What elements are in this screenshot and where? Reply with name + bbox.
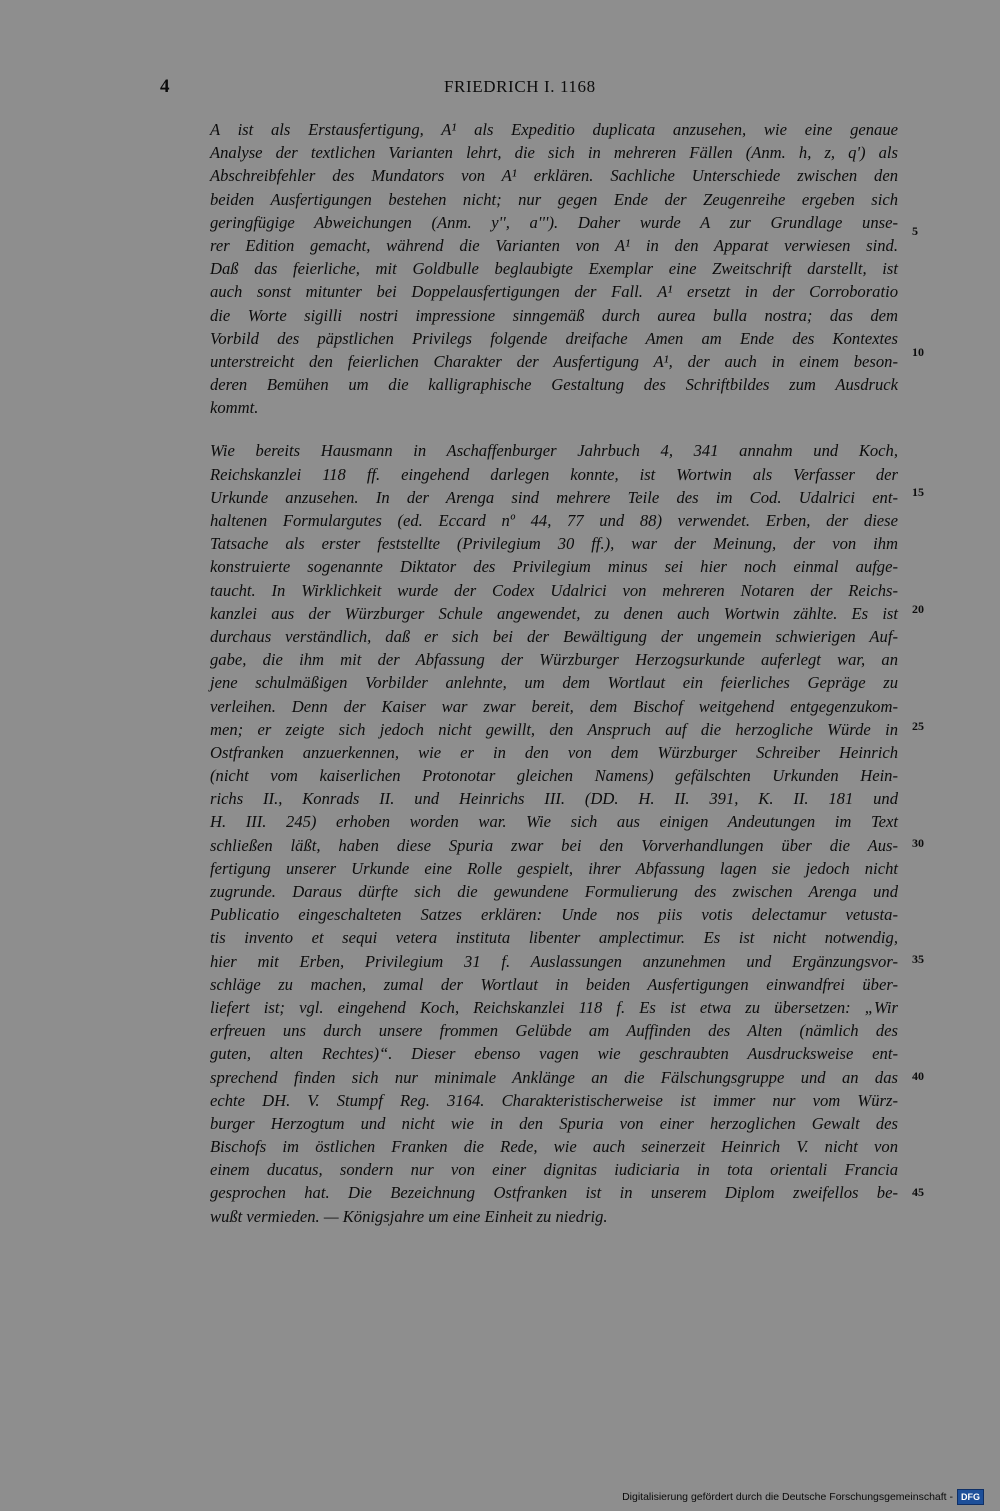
text-line: geringfügige Abweichungen (Anm. y'', a'''). Daher wurde A zur Grundlage unse- xyxy=(210,212,898,232)
text-line: deren Bemühen um die kalligraphische Gestaltung des Schriftbildes zum Ausdruck xyxy=(210,375,898,395)
line-number-10: 10 xyxy=(912,345,924,359)
text-line: hier mit Erben, Privilegium 31 f. Auslassungen anzunehmen und Ergänzungsvor- xyxy=(210,951,898,971)
running-head: FRIEDRICH I. 1168 xyxy=(444,77,596,96)
text-line: sprechend finden sich nur minimale Anklänge an die Fälschungsgruppe und an das xyxy=(210,1067,898,1087)
line-number-30: 30 xyxy=(912,836,924,850)
text-line: verleihen. Denn der Kaiser war zwar bereit, dem Bischof weitgehend entgegenzukom- xyxy=(210,696,898,716)
text-line: schließen läßt, haben diese Spuria zwar bei den Vorverhandlungen über die Aus- xyxy=(210,835,898,855)
line-number-35: 35 xyxy=(912,952,924,966)
text-line: unterstreicht den feierlichen Charakter der Ausfertigung A¹, der auch in einem beson- xyxy=(210,351,898,371)
paragraph-1 xyxy=(210,118,898,419)
text-line: konstruierte sogenannte Diktator des Privilegium minus sei hier noch einmal aufge- xyxy=(210,557,898,577)
text-line: A ist als Erstausfertigung, A¹ als Expeditio duplicata anzusehen, wie eine genaue xyxy=(210,120,898,139)
footer-credit xyxy=(622,1489,984,1505)
text-line: fertigung unserer Urkunde eine Rolle gespielt, ihrer Abfassung lagen sie jedoch nicht xyxy=(210,858,898,878)
text-line: die Worte sigilli nostri impressione sinngemäß durch aurea bulla nostra; das dem xyxy=(210,305,898,325)
text-line: guten, alten Rechtes)“. Dieser ebenso vagen wie geschraubten Ausdrucksweise ent- xyxy=(210,1044,898,1064)
text-line: gesprochen hat. Die Bezeichnung Ostfranken ist in unserem Diplom zweifellos be- xyxy=(210,1183,898,1203)
text-line: liefert ist; vgl. eingehend Koch, Reichskanzlei 118 f. Es ist etwa zu übersetzen: „Wir xyxy=(210,997,898,1017)
text-line: echte DH. V. Stumpf Reg. 3164. Charakteristischerweise ist immer nur vom Würz- xyxy=(210,1090,898,1110)
paragraph-2 xyxy=(210,439,898,1227)
line-number-5: 5 xyxy=(912,224,918,238)
text-line: schläge zu machen, zumal der Wortlaut in beiden Ausfertigungen einwandfrei über- xyxy=(210,974,898,994)
text-line: Tatsache als erster feststellte (Privilegium 30 ff.), war der Meinung, der von ihm xyxy=(210,534,898,554)
line-number-25: 25 xyxy=(912,719,924,733)
text-line: Ostfranken anzuerkennen, wie er in den von dem Würzburger Schreiber Heinrich xyxy=(210,742,898,762)
text-line: Urkunde anzusehen. In der Arenga sind mehrere Teile des im Cod. Udalrici ent- xyxy=(210,487,898,507)
text-line: jene schulmäßigen Vorbilder anlehnte, um dem Wortlaut ein feierliches Gepräge zu xyxy=(210,673,898,693)
text-line: tis invento et sequi vetera instituta libenter amplectimur. Es ist nicht notwendig, xyxy=(210,928,898,948)
text-line: kommt. xyxy=(210,398,259,418)
text-line: burger Herzogtum und nicht wie in den Spuria von einer herzoglichen Gewalt des xyxy=(210,1113,898,1133)
text-line: Abschreibfehler des Mundators von A¹ erklären. Sachliche Unterschiede zwischen den xyxy=(210,166,898,186)
text-line: wußt vermieden. — Königsjahre um eine Einheit zu niedrig. xyxy=(210,1206,608,1226)
line-number-15: 15 xyxy=(912,485,924,499)
text-line: men; er zeigte sich jedoch nicht gewillt, den Anspruch auf die herzogliche Würde in xyxy=(210,719,898,739)
text-line: Bischofs im östlichen Franken die Rede, wie auch seinerzeit Heinrich V. nicht von xyxy=(210,1137,898,1157)
body-text xyxy=(210,118,898,1228)
text-line: (nicht vom kaiserlichen Protonotar gleichen Namens) gefälschten Urkunden Hein- xyxy=(210,766,898,786)
text-line: haltenen Formulargutes (ed. Eccard nº 44, 77 und 88) verwendet. Erben, der diese xyxy=(210,511,898,530)
text-line: durchaus verständlich, daß er sich bei der Bewältigung der ungemein schwierigen Auf- xyxy=(210,626,898,646)
line-number-45: 45 xyxy=(912,1185,924,1199)
dfg-logo-icon: DFG xyxy=(957,1489,984,1505)
text-line: einem ducatus, sondern nur von einer dignitas iudiciaria in tota orientali Francia xyxy=(210,1160,898,1180)
text-line: erfreuen uns durch unsere frommen Gelübde am Auffinden des Alten (nämlich des xyxy=(210,1021,898,1041)
text-line: kanzlei aus der Würzburger Schule angewendet, zu denen auch Wortwin zählte. Es ist xyxy=(210,603,898,623)
line-number-20: 20 xyxy=(912,602,924,616)
text-line: Publicatio eingeschalteten Satzes erklären: Unde nos piis votis delectamur vetusta- xyxy=(210,905,898,925)
text-line: auch sonst mitunter bei Doppelausfertigungen der Fall. A¹ ersetzt in der Corroboratio xyxy=(210,282,898,302)
text-line: zugrunde. Daraus dürfte sich die gewundene Formulierung des zwischen Arenga und xyxy=(210,882,898,901)
text-line: rer Edition gemacht, während die Varianten von A¹ in den Apparat verwiesen sind. xyxy=(210,235,898,255)
page-number: 4 xyxy=(160,76,170,97)
text-line: richs II., Konrads II. und Heinrichs III. (DD. H. II. 391, K. II. 181 und xyxy=(210,789,898,809)
footer-text: Digitalisierung gefördert durch die Deutsche Forschungsgemeinschaft - xyxy=(622,1491,953,1503)
text-line: Reichskanzlei 118 ff. eingehend darlegen konnte, ist Wortwin als Verfasser der xyxy=(210,464,898,484)
text-line: Wie bereits Hausmann in Aschaffenburger Jahrbuch 4, 341 annahm und Koch, xyxy=(210,441,898,461)
text-line: Daß das feierliche, mit Goldbulle beglaubigte Exemplar eine Zweitschrift darstellt, ist xyxy=(210,259,898,279)
text-line: Vorbild des päpstlichen Privilegs folgende dreifache Amen am Ende des Kontextes xyxy=(210,328,898,348)
text-line: Analyse der textlichen Varianten lehrt, die sich in mehreren Fällen (Anm. h, z, q') als xyxy=(210,143,898,163)
text-line: gabe, die ihm mit der Abfassung der Würzburger Herzogsurkunde auferlegt war, an xyxy=(210,650,898,670)
text-line: beiden Ausfertigungen bestehen nicht; nur gegen Ende der Zeugenreihe ergeben sich xyxy=(210,189,898,209)
text-line: H. III. 245) erhoben worden war. Wie sich aus einigen Andeutungen im Text xyxy=(210,812,898,832)
line-number-40: 40 xyxy=(912,1069,924,1083)
text-line: taucht. In Wirklichkeit wurde der Codex Udalrici von mehreren Notaren der Reichs- xyxy=(210,580,898,600)
